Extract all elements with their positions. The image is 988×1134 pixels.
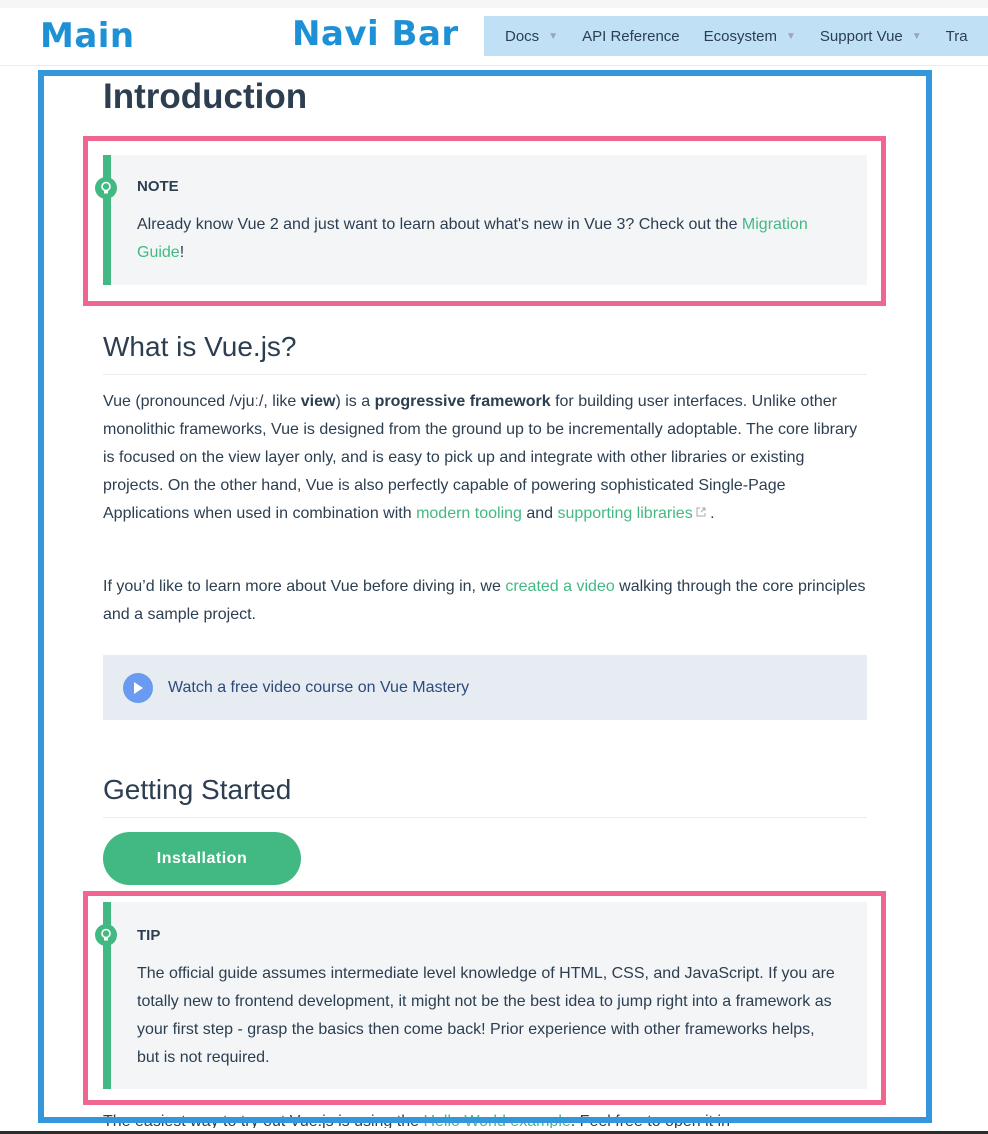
annotation-main-label: Main xyxy=(40,16,135,56)
supporting-libraries-link[interactable] xyxy=(558,505,706,522)
nav-item-label: Tra xyxy=(945,27,968,45)
external-link-icon xyxy=(696,507,706,517)
video-paragraph xyxy=(103,573,867,629)
play-icon xyxy=(123,673,153,703)
header xyxy=(0,0,988,66)
nav-item-docs[interactable] xyxy=(505,28,558,45)
section-heading-what-is-vue: What is Vue.js? xyxy=(103,330,867,375)
modern-tooling-link[interactable]: modern tooling xyxy=(416,505,522,522)
lightbulb-icon xyxy=(95,924,117,946)
section-heading-getting-started: Getting Started xyxy=(103,773,867,818)
nav-item-label: Support Vue xyxy=(819,27,903,45)
link-text: supporting libraries xyxy=(557,505,693,522)
tip-title: TIP xyxy=(137,927,161,944)
created-a-video-link[interactable]: created a video xyxy=(505,578,615,595)
text-run: . xyxy=(705,505,715,522)
lightbulb-icon xyxy=(95,177,117,199)
note-body: Already know Vue 2 and just want to learn about what's new in Vue 3? Check out the xyxy=(137,216,738,233)
nav-item-translations[interactable] xyxy=(946,28,968,45)
text-run: and xyxy=(521,505,558,522)
nav-item-label: Ecosystem xyxy=(703,27,778,45)
tip-callout xyxy=(103,902,867,1089)
text-run-bold: progressive framework xyxy=(374,393,551,410)
text-run-bold: view xyxy=(300,393,336,410)
text-run: ) is a xyxy=(335,393,375,410)
nav-item-api-reference[interactable] xyxy=(582,28,680,45)
vue-mastery-banner[interactable] xyxy=(103,655,867,720)
migration-guide-link[interactable]: Migration Guide xyxy=(137,216,808,261)
nav-item-support-vue[interactable] xyxy=(820,28,922,45)
trailing-paragraph xyxy=(103,1108,867,1128)
note-suffix: ! xyxy=(179,244,185,261)
nav-item-label: Docs xyxy=(505,27,540,45)
text-run: The easiest way to try out Vue.js is using the xyxy=(103,1113,424,1128)
tip-text: The official guide assumes intermediate level knowledge of HTML, CSS, and JavaScript. If you are totally new to frontend development, it might not be the best idea to jump right into a framework as your first step - grasp the basics then come back! Prior experience with other frameworks helps, but is not required. xyxy=(137,965,835,1066)
note-text xyxy=(137,211,841,267)
caret-down-icon: ▼ xyxy=(786,30,796,42)
note-title: NOTE xyxy=(137,178,179,195)
caret-down-icon: ▼ xyxy=(548,30,559,42)
caret-down-icon: ▼ xyxy=(911,30,922,42)
installation-button[interactable]: Installation xyxy=(103,832,301,885)
text-run: If you’d like to learn more about Vue before diving in, we xyxy=(103,578,506,595)
text-run: for building user interfaces. Unlike other monolithic frameworks, Vue is designed from the ground up to be incrementally adoptable. The core library is focused on the view layer only, and is easy to pick up and integrate with other libraries or existing projects. On the other hand, Vue is also perfectly capable of powering sophisticated Single-Page Applications when used in combination with xyxy=(103,393,858,522)
nav-item-label: API Reference xyxy=(582,27,680,45)
hello-world-example-link[interactable]: Hello World example xyxy=(423,1113,571,1128)
page-title: Introduction xyxy=(103,77,308,116)
text-run: Vue (pronounced /vjuː/, like xyxy=(103,393,301,410)
text-run: . Feel free to open it in xyxy=(570,1113,730,1128)
text-run: walking through the core principles and a sample project. xyxy=(103,578,866,623)
nav-item-ecosystem[interactable] xyxy=(704,28,796,45)
vue-mastery-text: Watch a free video course on Vue Mastery xyxy=(168,678,470,696)
annotation-navbar-label: Navi Bar xyxy=(292,14,459,54)
nav-bar xyxy=(484,16,988,56)
intro-paragraph xyxy=(103,388,867,528)
note-callout xyxy=(103,155,867,285)
